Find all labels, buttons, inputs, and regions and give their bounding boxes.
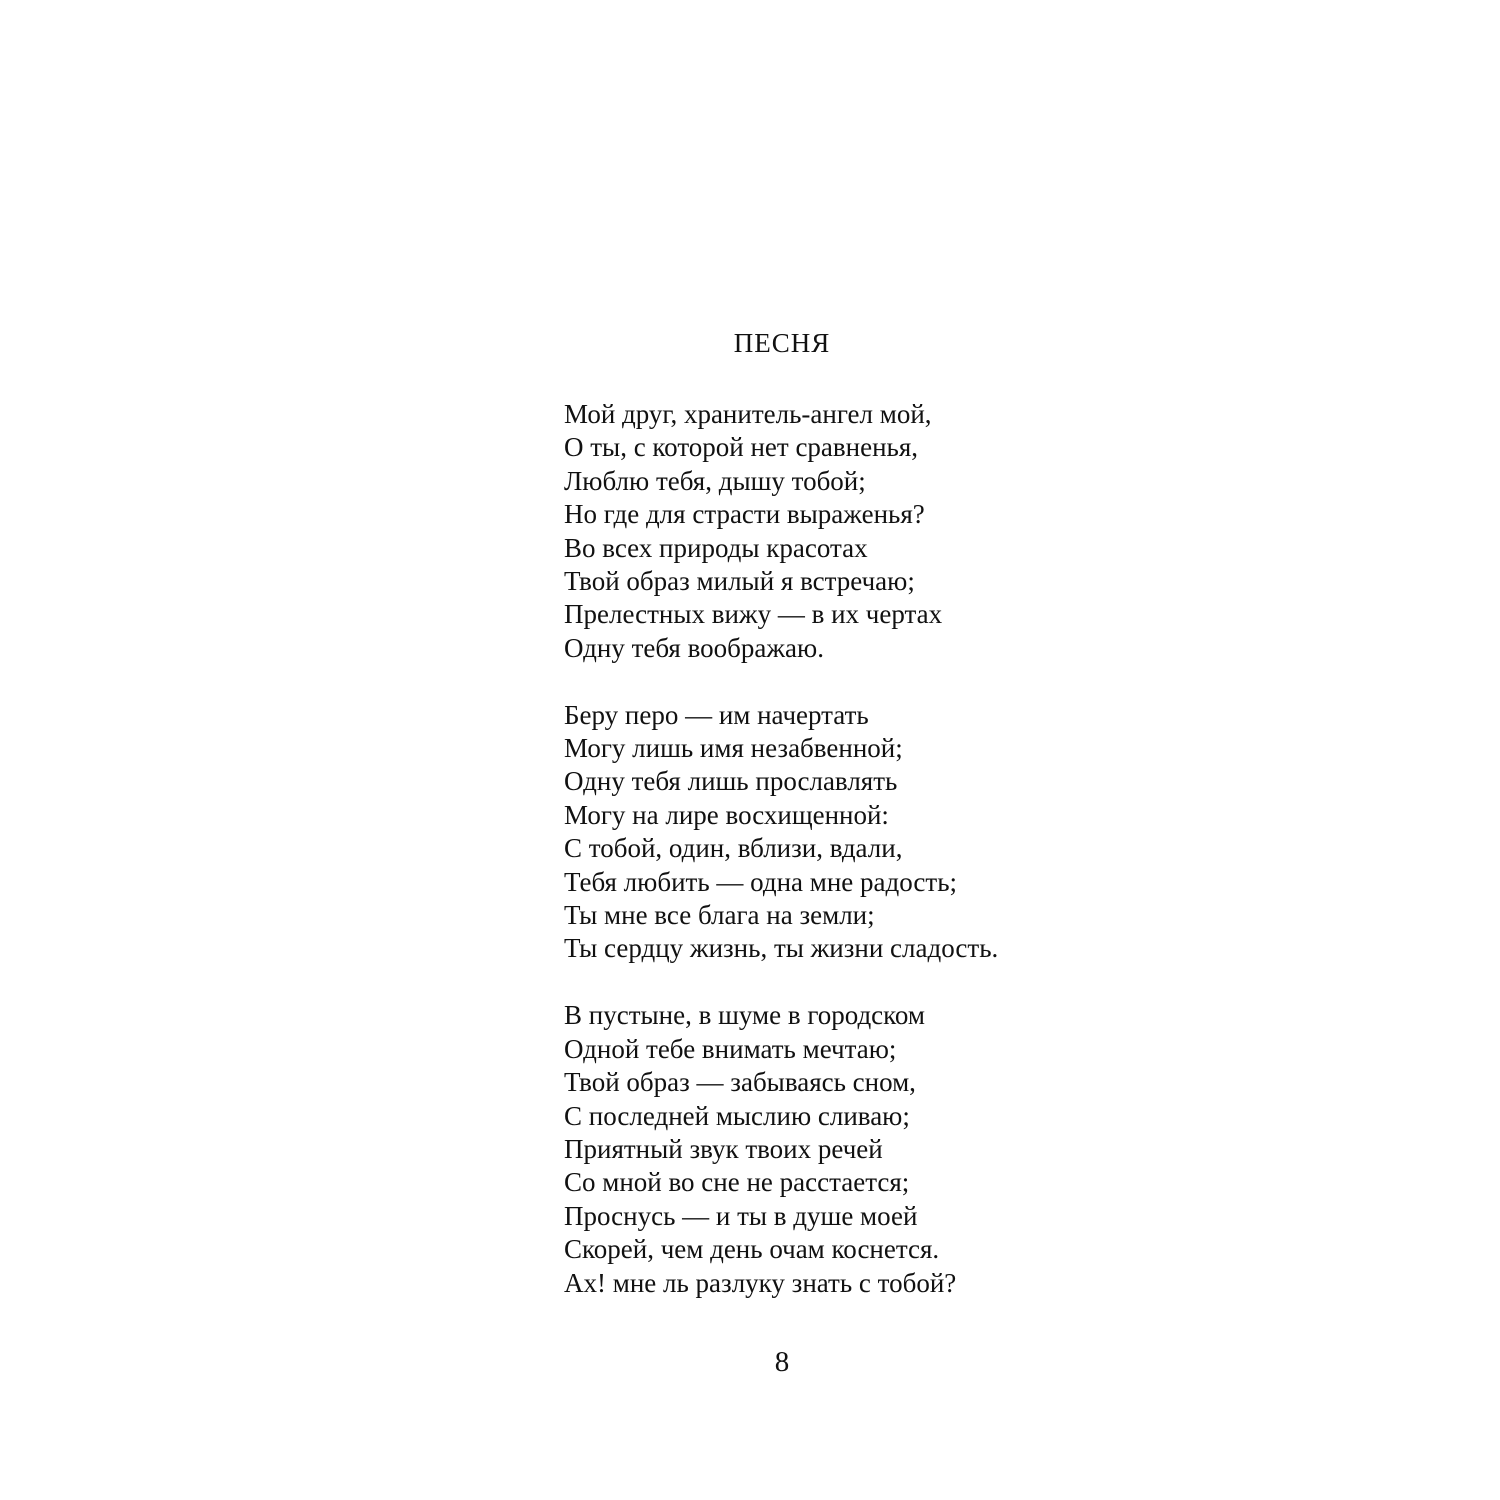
poem-line: Ты сердцу жизнь, ты жизни сладость.: [564, 933, 999, 964]
poem-line: Одну тебя лишь прославлять: [564, 766, 898, 797]
poem-line: Прелестных вижу — в их чертах: [564, 599, 943, 630]
page-number: 8: [774, 1346, 790, 1378]
poem-line: Могу лишь имя незабвенной;: [564, 733, 903, 764]
poem-line: Твой образ — забываясь сном,: [564, 1067, 916, 1098]
poem-line: Тебя любить — одна мне радость;: [564, 866, 958, 897]
poem-line: Приятный звук твоих речей: [564, 1133, 883, 1164]
poem-line: Проснусь — и ты в душе моей: [564, 1200, 918, 1231]
poem-title: ПЕСНЯ: [733, 328, 831, 358]
poem-line: Могу на лире восхищенной:: [564, 799, 889, 830]
poem-line: Но где для страсти выраженья?: [564, 499, 925, 530]
poem-line: Люблю тебя, дышу тобой;: [564, 465, 866, 496]
poem-line: С последней мыслию сливаю;: [564, 1100, 910, 1131]
poem-line: Ты мне все блага на земли;: [564, 900, 875, 931]
poem-line: Твой образ милый я встречаю;: [564, 566, 915, 597]
poem-line: В пустыне, в шуме в городском: [564, 1000, 925, 1031]
poem-line: С тобой, один, вблизи, вдали,: [564, 833, 903, 864]
stanza-1: [564, 398, 1264, 665]
poem-line: Беру перо — им начертать: [564, 699, 869, 730]
stanza-3: [564, 999, 1264, 1300]
stanza-2: [564, 699, 1264, 966]
poem-body: [564, 398, 1264, 1300]
poem-line: Со мной во сне не расстается;: [564, 1167, 910, 1198]
poem-line: Скорей, чем день очам коснется.: [564, 1234, 940, 1265]
poem-line: Одну тебя воображаю.: [564, 632, 824, 663]
poem-line: Ах! мне ль разлуку знать с тобой?: [564, 1267, 957, 1298]
poem-line: Мой друг, хранитель-ангел мой,: [564, 399, 932, 429]
poem-line: О ты, с которой нет сравненья,: [564, 432, 919, 463]
poem-line: Одной тебе внимать мечтаю;: [564, 1033, 897, 1064]
poem-line: Во всех природы красотах: [564, 532, 868, 563]
